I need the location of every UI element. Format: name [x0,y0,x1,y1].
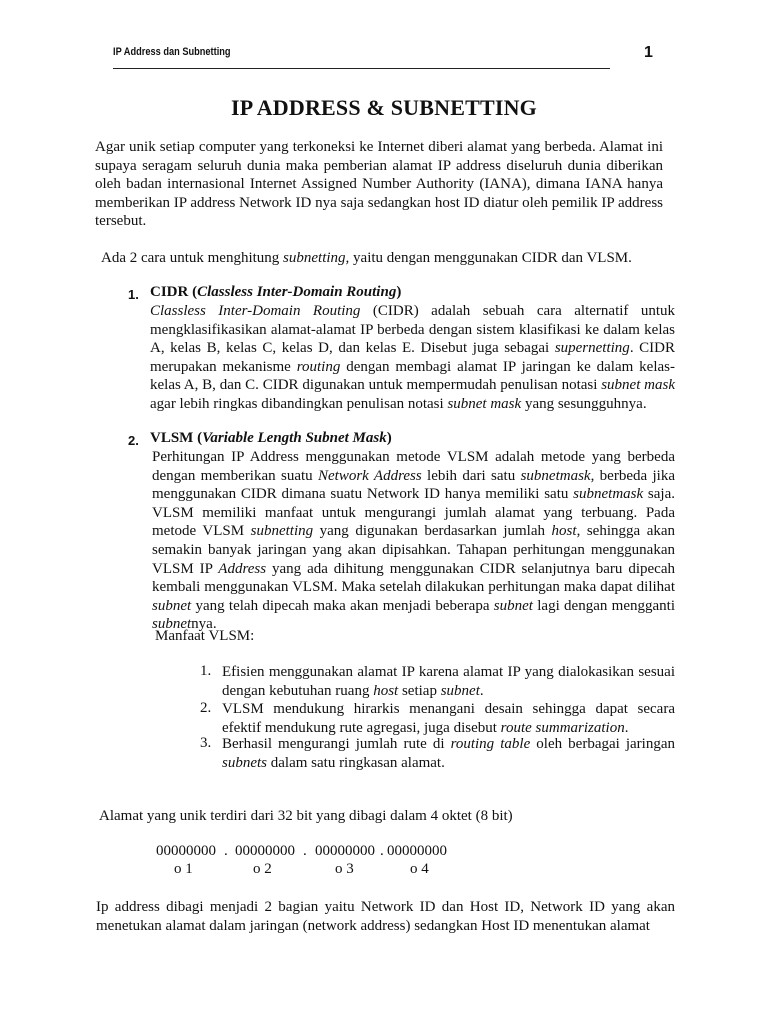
italic-term: subnet mask [601,377,675,394]
ada-text-em: subnetting, [283,250,350,266]
text-run: dalam satu ringkasan alamat. [267,754,445,771]
intro-paragraph: Agar unik setiap computer yang terkoneksi ke Internet diberi alamat yang berbeda. Alamat ini supaya seragam seluruh dunia maka pemberian alamat IP address diseluruh dunia diberikan oleh badan internasional Internet Assigned Number Authority (IANA), dimana IANA hanya memberikan IP address Network ID nya saja sedangkan host ID diatur oleh pemilik IP address tersebut. [95,139,663,230]
text-run: dengan membagi alamat IP jaringan ke dalam kelas-kelas A, B, dan C. CIDR digunakan untuk mempermudah penulisan notasi [150,358,675,394]
ada-text-pre: Ada 2 cara untuk menghitung [101,250,284,266]
italic-term: Network Address [318,467,422,484]
list-item [222,663,675,700]
italic-term: host [373,682,399,699]
text-run: , berbeda jika menggunakan CIDR dimana suatu Network ID hanya memiliki satu [152,467,675,503]
cidr-paragraph [150,302,675,414]
header-title: IP Address dan Subnetting [113,46,231,58]
list-item-number: 1. [200,663,212,679]
binary-octet: 00000000 [156,843,216,859]
list-item [222,700,675,737]
italic-term: Classless Inter-Domain Routing [150,303,361,319]
text-run: Berhasil mengurangi jumlah rute di [222,736,451,752]
italic-term: subnet [152,616,192,633]
heading-term: CIDR [150,284,189,300]
octet-label: o 3 [335,861,354,877]
text-run: saja. VLSM memiliki manfaat untuk mengurangi jumlah alamat yang terbuang. Pada metode VLSM [152,486,675,540]
text-run: , sehingga akan semakin banyak jaringan yang akan dipisahkan. Tahapan perhitungan menggunakan VLSM IP [152,523,676,577]
text-run: agar lebih ringkas dibandingkan penulisan notasi [150,395,448,412]
italic-term: subnet mask [447,395,522,412]
text-run: setiap [398,682,441,699]
binary-octet: 00000000 [387,843,447,859]
italic-term: routing [296,358,341,375]
text-run: nya. [191,616,217,633]
octet-label: o 1 [174,861,193,877]
text-run: yang sesungguhnya. [521,395,647,412]
vlsm-paragraph [152,448,675,634]
subnetting-methods-paragraph [101,249,671,268]
manfaat-label: Manfaat VLSM: [155,628,255,644]
italic-term: host [551,523,577,540]
binary-octet: 00000000 [235,843,295,859]
text-run: . [479,682,484,699]
italic-term: route summarization [500,719,625,736]
text-run: oleh berbagai jaringan [530,736,676,752]
document-title: IP ADDRESS & SUBNETTING [231,95,537,120]
italic-term: Address [218,560,267,577]
text-run: yang telah dipecah maka akan menjadi beberapa [191,597,494,614]
heading-expansion: Variable Length Subnet Mask [202,430,387,446]
heading-term: VLSM [150,430,194,446]
text-run: (CIDR) adalah sebuah cara alternatif untuk mengklasifikasikan alamat-alamat IP berbeda dengan sistem klasifikasi ke dalam kelas A, kelas B, kelas C, kelas D, dan kelas E. Disebut juga sebagai [150,303,676,357]
italic-term: subnets [222,754,267,771]
address-bits-paragraph: Alamat yang unik terdiri dari 32 bit yang dibagi dalam 4 oktet (8 bit) [99,808,513,824]
italic-term: subnetmask [573,486,644,503]
header-divider [113,68,610,69]
section-heading-cidr: CIDR (Classless Inter-Domain Routing) [150,284,402,300]
octet-label: o 2 [253,861,272,877]
italic-term: subnet [152,597,192,614]
section-heading-vlsm: VLSM (Variable Length Subnet Mask) [150,430,392,446]
section-number-cidr: 1. [128,287,139,302]
text-run: lagi dengan mengganti [532,597,675,614]
text-run: VLSM mendukung hirarkis menangani desain sehingga dapat secara efektif mendukung rute agregasi, juga disebut [222,701,675,736]
text-run: . [624,719,629,736]
text-run: Perhitungan IP Address menggunakan metode VLSM adalah metode yang berbeda dengan memberikan suatu [152,449,675,484]
italic-term: subnetmask [520,467,591,484]
italic-term: subnet [493,597,533,614]
binary-octet: 00000000 [315,843,375,859]
text-run: . CIDR merupakan mekanisme [150,340,676,375]
italic-term: subnet [440,682,480,699]
section-number-vlsm: 2. [128,433,139,448]
text-run: yang digunakan berdasarkan jumlah [313,523,552,540]
text-run: lebih dari satu [421,467,521,484]
ip-address-paragraph: Ip address dibagi menjadi 2 bagian yaitu Network ID dan Host ID, Network ID yang akan menetukan alamat dalam jaringan (network address) sedangkan Host ID menentukan alamat [96,899,675,934]
octet-separator: . [303,843,307,859]
italic-term: routing table [450,736,531,752]
list-item-number: 3. [200,735,212,751]
list-item [222,735,675,772]
octet-separator: . [224,843,228,859]
octet-separator: . [380,843,384,859]
italic-term: subnetting [250,523,314,540]
text-run: yang ada dihitung menggunakan CIDR selanjutnya baru dipecah kembali menggunakan VLSM. Maka setelah dilakukan perhitungan maka dapat dilihat [152,560,675,596]
page-number: 1 [644,44,653,61]
ada-text-post: yaitu dengan menggunakan CIDR dan VLSM. [349,250,632,266]
heading-expansion: Classless Inter-Domain Routing [197,284,397,300]
list-item-number: 2. [200,700,212,716]
italic-term: supernetting [554,340,630,357]
octet-label: o 4 [410,861,429,877]
text-run: Efisien menggunakan alamat IP karena alamat IP yang dialokasikan sesuai dengan kebutuhan ruang [222,664,675,699]
